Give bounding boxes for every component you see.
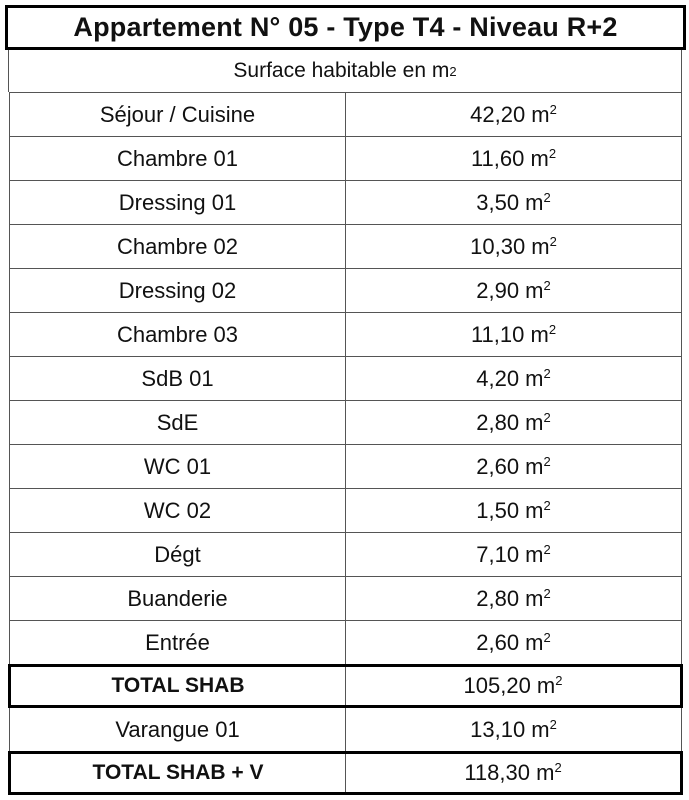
room-row bbox=[10, 489, 682, 533]
surface-table-body bbox=[10, 93, 682, 794]
room-name: Dégt bbox=[10, 533, 346, 577]
area-unit-exponent: 2 bbox=[549, 233, 557, 249]
room-area bbox=[346, 666, 682, 707]
room-row bbox=[10, 313, 682, 357]
area-unit-exponent: 2 bbox=[543, 409, 551, 425]
subtitle-text: Surface habitable en m bbox=[233, 59, 450, 82]
area-value: 11,60 m bbox=[470, 145, 549, 171]
area-value: 3,50 m bbox=[476, 189, 544, 215]
room-row bbox=[10, 445, 682, 489]
room-name: WC 02 bbox=[10, 489, 346, 533]
room-row bbox=[10, 137, 682, 181]
room-area bbox=[346, 181, 682, 225]
subtitle-unit-exponent: 2 bbox=[449, 63, 457, 79]
area-unit-exponent: 2 bbox=[555, 673, 563, 688]
room-area bbox=[346, 577, 682, 621]
area-value: 7,10 m bbox=[476, 541, 544, 567]
room-area bbox=[346, 93, 682, 137]
area-unit-exponent: 2 bbox=[554, 760, 562, 775]
room-name: Séjour / Cuisine bbox=[10, 93, 346, 137]
room-name: Dressing 02 bbox=[10, 269, 346, 313]
room-area bbox=[346, 137, 682, 181]
room-name: SdB 01 bbox=[10, 357, 346, 401]
area-value: 2,60 m bbox=[476, 629, 544, 655]
area-value: 2,80 m bbox=[476, 585, 544, 611]
area-value: 1,50 m bbox=[476, 497, 544, 523]
apartment-title: Appartement N° 05 - Type T4 - Niveau R+2 bbox=[5, 5, 686, 50]
area-value: 118,30 m bbox=[464, 760, 555, 785]
room-area bbox=[346, 621, 682, 666]
room-name: Dressing 01 bbox=[10, 181, 346, 225]
area-value: 4,20 m bbox=[476, 365, 544, 391]
area-unit-exponent: 2 bbox=[543, 189, 551, 205]
area-unit-exponent: 2 bbox=[543, 497, 551, 513]
area-value: 13,10 m bbox=[470, 716, 550, 742]
total-row bbox=[10, 666, 682, 707]
area-value: 2,90 m bbox=[476, 277, 544, 303]
total-row bbox=[10, 753, 682, 794]
area-unit-exponent: 2 bbox=[543, 365, 551, 381]
area-value: 105,20 m bbox=[463, 673, 556, 698]
room-area bbox=[346, 401, 682, 445]
room-row bbox=[10, 269, 682, 313]
room-name: Chambre 01 bbox=[10, 137, 346, 181]
table-subtitle bbox=[8, 50, 682, 92]
area-unit-exponent: 2 bbox=[543, 629, 551, 645]
room-area bbox=[346, 707, 682, 753]
room-row bbox=[10, 93, 682, 137]
room-name: Buanderie bbox=[10, 577, 346, 621]
room-name: WC 01 bbox=[10, 445, 346, 489]
room-name: Chambre 02 bbox=[10, 225, 346, 269]
room-row bbox=[10, 225, 682, 269]
room-name: Varangue 01 bbox=[10, 707, 346, 753]
room-area bbox=[346, 313, 682, 357]
room-row bbox=[10, 401, 682, 445]
area-unit-exponent: 2 bbox=[549, 716, 557, 732]
area-value: 2,60 m bbox=[476, 453, 544, 479]
room-area bbox=[346, 753, 682, 794]
room-area bbox=[346, 225, 682, 269]
area-unit-exponent: 2 bbox=[543, 585, 551, 601]
surface-table bbox=[8, 92, 683, 795]
area-unit-exponent: 2 bbox=[543, 277, 551, 293]
room-area bbox=[346, 269, 682, 313]
area-unit-exponent: 2 bbox=[543, 453, 551, 469]
area-value: 11,10 m bbox=[470, 321, 549, 347]
room-row bbox=[10, 533, 682, 577]
room-name: TOTAL SHAB + V bbox=[10, 753, 346, 794]
room-name: Chambre 03 bbox=[10, 313, 346, 357]
area-unit-exponent: 2 bbox=[543, 541, 551, 557]
room-area bbox=[346, 445, 682, 489]
room-area bbox=[346, 533, 682, 577]
area-value: 10,30 m bbox=[470, 233, 550, 259]
room-row bbox=[10, 577, 682, 621]
area-unit-exponent: 2 bbox=[548, 145, 557, 161]
area-value: 2,80 m bbox=[476, 409, 544, 435]
room-row bbox=[10, 707, 682, 753]
room-name: Entrée bbox=[10, 621, 346, 666]
room-name: TOTAL SHAB bbox=[10, 666, 346, 707]
area-value: 42,20 m bbox=[470, 101, 550, 127]
room-area bbox=[346, 489, 682, 533]
room-row bbox=[10, 621, 682, 666]
area-unit-exponent: 2 bbox=[548, 321, 557, 337]
area-unit-exponent: 2 bbox=[549, 101, 557, 117]
room-row bbox=[10, 181, 682, 225]
room-row bbox=[10, 357, 682, 401]
room-area bbox=[346, 357, 682, 401]
room-name: SdE bbox=[10, 401, 346, 445]
